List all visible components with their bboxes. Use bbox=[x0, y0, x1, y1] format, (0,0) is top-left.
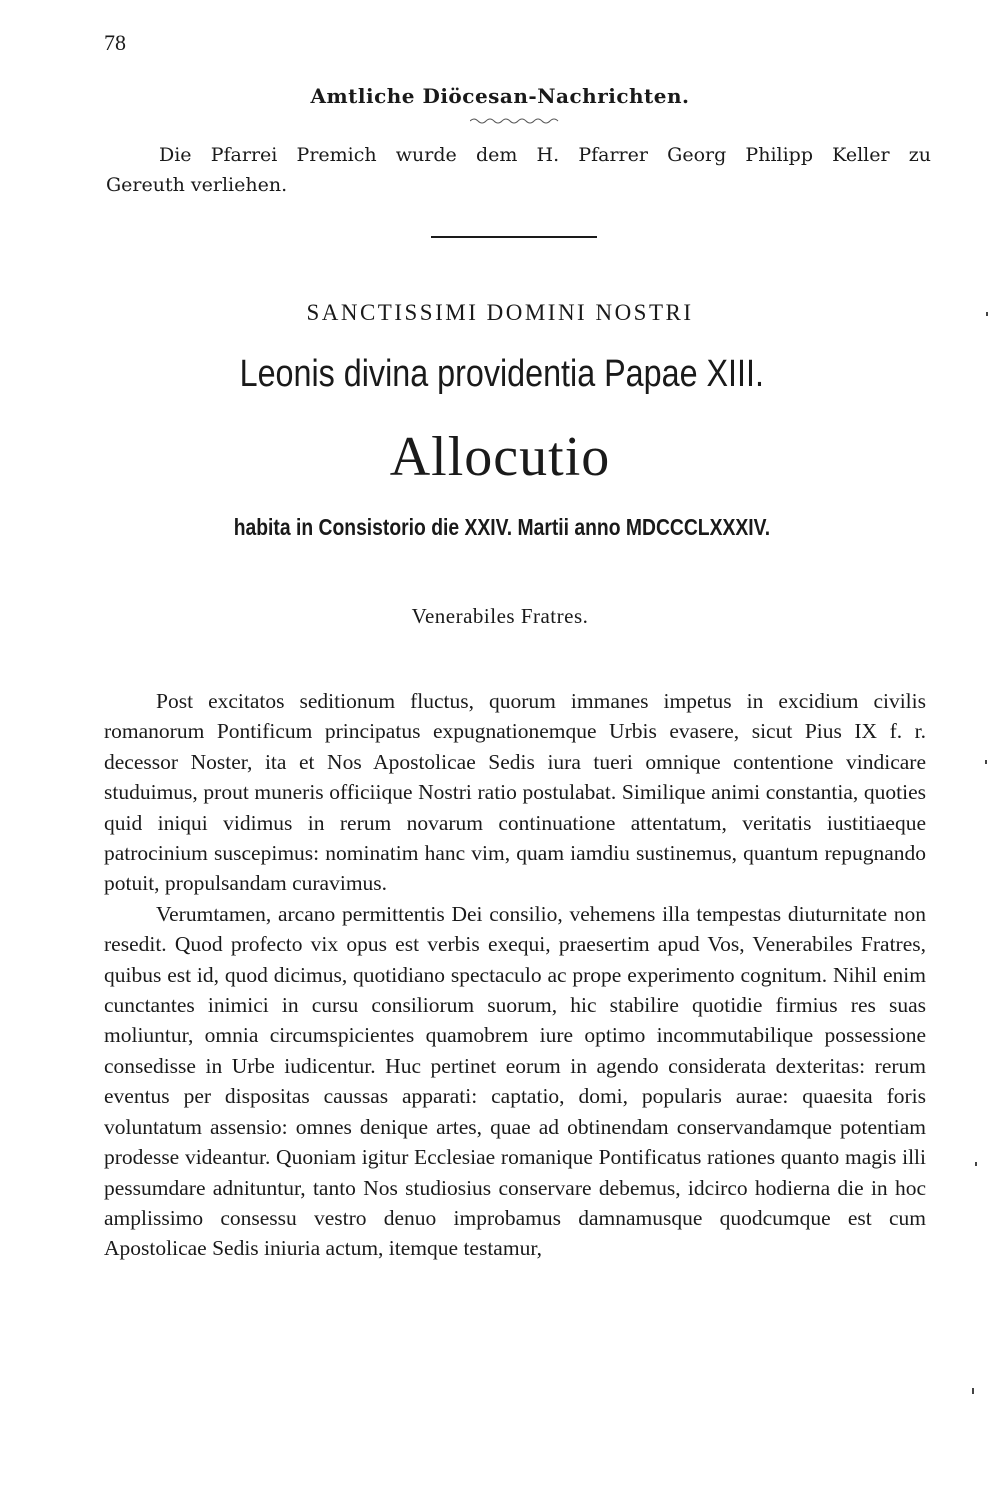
paragraph-2: Verumtamen, arcano permittentis Dei consilio, vehemens illa tempestas diuturnitate non resedit. Quod profecto vix opus est verbis exequi, praesertim apud Vos, Venerabiles Fratres, quibus est id, quod dicimus, quotidiano spectaculo ac prope experimento cognitum. Nihil enim cunctantes inimici in cursu consiliorum suorum, hic stabilire quotidie firmius res suas moliuntur, omnia circumspicientes quamobrem iure optimo incommutabilique possessione consedisse in Urbe iudicentur. Huc pertinet eorum in agendo considerata dexteritas: rerum eventus per dispositas caussas apparati: captatio, domi, popularis aurae: quaesita foris voluntatum assensio: omnes denique artes, quae ad obtinendam conservandamque potentiam prodesse videantur. Quoniam igitur Ecclesiae romanique Pontificatus rationes quanto magis illi pessumdare adnituntur, tanto Nos studiosius conservare debemus, idcirco hodierna die in hoc amplissimo consessu vestro denuo improbamus damnamusque quodcumque est cum Apostolicae Sedis iniuria actum, itemque testamur, bbox=[104, 901, 926, 1261]
heading-superscript: SANCTISSIMI DOMINI NOSTRI bbox=[306, 300, 694, 325]
scan-edge-mark bbox=[975, 1162, 977, 1166]
document-title: Allocutio bbox=[389, 426, 611, 488]
body-text bbox=[104, 686, 926, 1264]
paragraph-1: Post excitatos seditionum fluctus, quorum immanes impetus in excidium civilis romanorum Pontificum principatus expugnationemque Urbis evasere, sicut Pius IX f. r. decessor Noster, ita et Nos Apostolicae Sedis iura tueri omnique contentione vindicare studuimus, prout muneris officiique Nostri ratio postulabat. Similique animi constantia, quoties quid iniqui vidimus in rerum novarum continuatione attentatum, veritatis iustitiaeque patrocinium suscepimus: nominatim hanc vim, quam iamdiu sustinemus, quantum repugnando potuit, propulsandam curavimus. bbox=[104, 689, 926, 896]
notice-line-1: Die Pfarrei Premich wurde dem H. Pfarrer Georg Philipp Keller zu bbox=[159, 144, 931, 166]
ornament-rule bbox=[470, 117, 562, 125]
section-divider bbox=[431, 236, 597, 238]
running-header: Amtliche Diöcesan-Nachrichten. bbox=[310, 84, 690, 108]
heading-pope-name: Leonis divina providentia Papae XIII. bbox=[239, 353, 764, 395]
appointment-notice bbox=[106, 140, 931, 200]
scan-edge-mark bbox=[972, 1388, 974, 1394]
notice-line-2: Gereuth verliehen. bbox=[106, 174, 288, 196]
scan-edge-mark bbox=[986, 312, 988, 316]
scan-edge-mark bbox=[985, 760, 987, 764]
heading-subtitle: habita in Consistorio die XXIV. Martii anno MDCCCLXXXIV. bbox=[233, 514, 771, 540]
page-number: 78 bbox=[104, 30, 126, 55]
salutation: Venerabiles Fratres. bbox=[411, 604, 589, 628]
